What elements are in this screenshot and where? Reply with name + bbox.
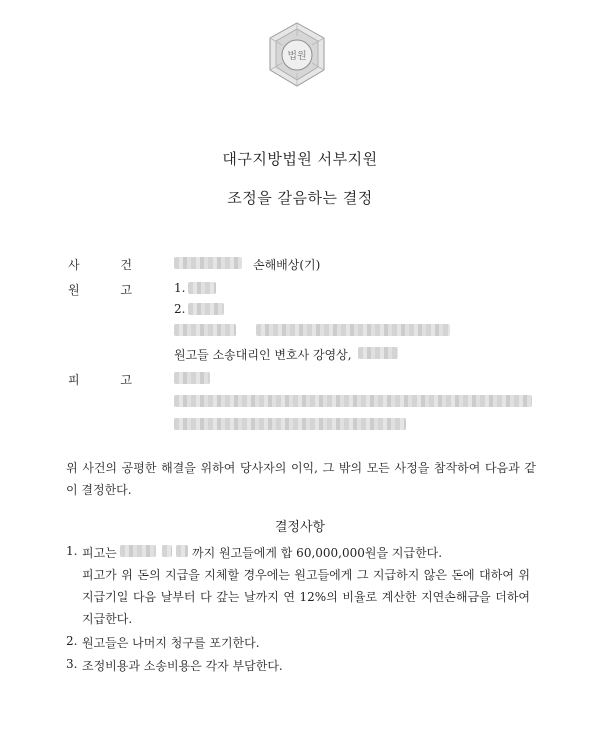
redacted-address (174, 324, 236, 336)
case-title: 손해배상(기) (253, 258, 321, 272)
redacted-date (176, 545, 188, 557)
redacted-plaintiff-1 (188, 282, 216, 294)
redacted-date (162, 545, 172, 557)
defendant-label: 피 고 (68, 373, 132, 387)
redacted-defendant-address (174, 418, 406, 430)
emblem-text: 법원 (287, 51, 307, 62)
redacted-date (120, 545, 156, 557)
redacted-address (256, 324, 450, 336)
decision-item-number: 3. (66, 657, 78, 671)
plaintiff-item-number: 2. (174, 302, 186, 316)
decision-item-number: 2. (66, 634, 78, 648)
decision-item-text: 피고는 (82, 546, 117, 560)
plaintiff-item-number: 1. (174, 281, 186, 295)
intro-paragraph: 위 사건의 공평한 해결을 위하여 당사자의 이익, 그 밖의 모든 사정을 참작하여 다음과 같이 결정한다. (66, 461, 536, 497)
case-label: 사 건 (68, 258, 132, 272)
decision-item-text: 까지 원고들에게 합 60,000,000원을 지급한다. (192, 546, 443, 560)
court-emblem (262, 20, 332, 90)
redacted-defendant (174, 372, 210, 384)
redacted-plaintiff-2 (188, 303, 224, 315)
decision-heading: 결정사항 (274, 520, 326, 535)
redacted-case-number (174, 257, 242, 269)
decision-item-text: 조정비용과 소송비용은 각자 부담한다. (82, 659, 283, 673)
redacted-attorney (358, 347, 398, 359)
redacted-defendant-address (174, 395, 532, 407)
decision-item-text: 피고가 위 돈의 지급을 지체할 경우에는 원고들에게 그 지급하지 않은 돈에 대하여 위 지급기일 다음 날부터 다 갚는 날까지 연 12%의 비율로 계산한 지연손해금을 더하여 지급한다. (82, 568, 530, 626)
court-name: 대구지방법원 서부지원 (222, 150, 378, 168)
plaintiff-attorney: 원고들 소송대리인 변호사 강영상, (174, 348, 352, 362)
decision-item-number: 1. (66, 544, 78, 558)
decision-item-text: 원고들은 나머지 청구를 포기한다. (82, 636, 260, 650)
document-title: 조정을 갈음하는 결정 (227, 189, 373, 207)
plaintiff-label: 원 고 (68, 283, 132, 297)
